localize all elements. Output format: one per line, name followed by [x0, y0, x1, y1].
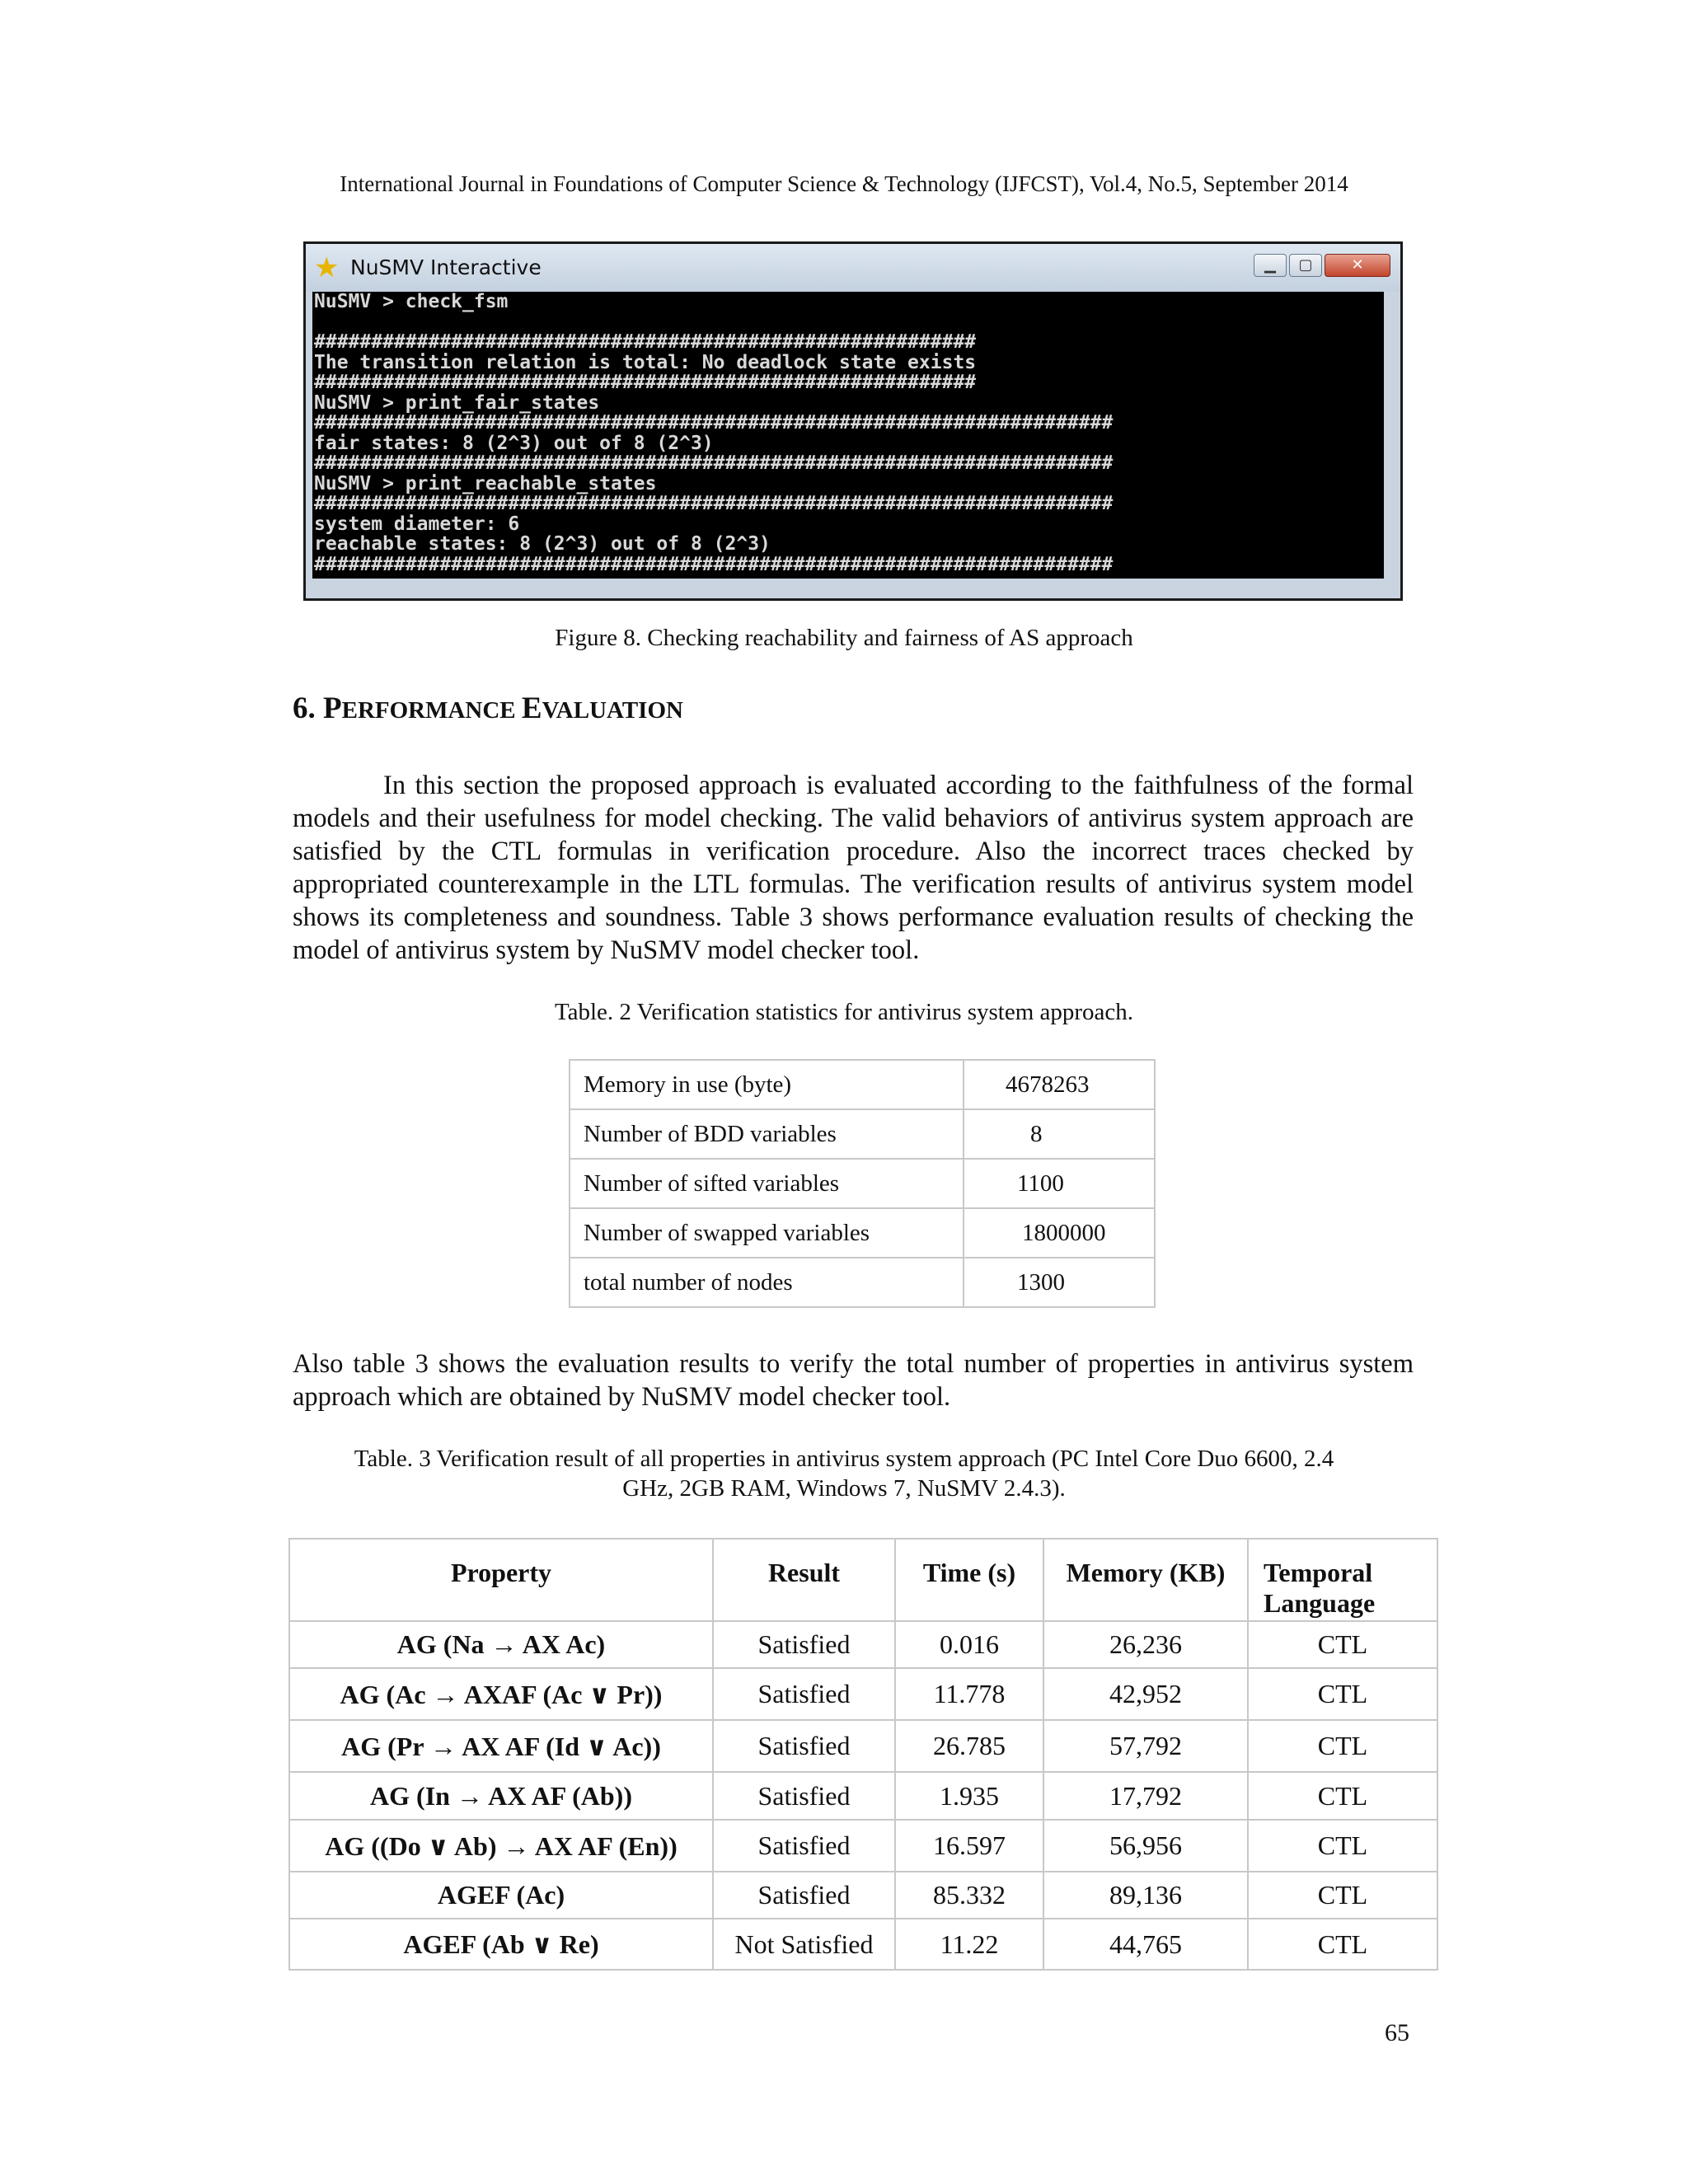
maximize-button[interactable]: ▢ — [1289, 254, 1322, 277]
cell-result: Satisfied — [713, 1621, 895, 1668]
table-row — [570, 1060, 1155, 1109]
console-line: ###################################################################### — [314, 553, 1114, 575]
cell-memory: 57,792 — [1043, 1720, 1248, 1772]
console-line: NuSMV > print_fair_states — [314, 391, 600, 414]
cell-result: Satisfied — [713, 1820, 895, 1872]
cell-result: Satisfied — [713, 1872, 895, 1919]
header-time: Time (s) — [895, 1539, 1043, 1621]
cell-property: AG (Pr → AX AF (Id ∨ Ac)) — [289, 1720, 713, 1772]
table-row — [289, 1720, 1437, 1772]
cell-time: 26.785 — [895, 1720, 1043, 1772]
console-line: NuSMV > print_reachable_states — [314, 472, 657, 494]
row-label: Number of swapped variables — [570, 1208, 964, 1258]
console-line: ########################################################## — [314, 331, 977, 353]
section-number: 6. — [293, 691, 316, 725]
table2-verification-stats — [569, 1059, 1156, 1308]
console-line: ###################################################################### — [314, 452, 1114, 474]
cell-result: Satisfied — [713, 1720, 895, 1772]
cell-property: AG ((Do ∨ Ab) → AX AF (En)) — [289, 1820, 713, 1872]
cell-language: CTL — [1248, 1720, 1437, 1772]
header-temporal-language: Temporal Language — [1248, 1539, 1437, 1621]
table-row — [570, 1258, 1155, 1307]
cell-language: CTL — [1248, 1872, 1437, 1919]
paragraph-intro — [293, 769, 1414, 967]
cell-memory: 42,952 — [1043, 1668, 1248, 1720]
window-titlebar[interactable] — [306, 244, 1400, 292]
app-star-icon: ★ — [314, 251, 340, 284]
cell-property: AGEF (Ac) — [289, 1872, 713, 1919]
table-row — [289, 1919, 1437, 1970]
console-line: The transition relation is total: No deadlock state exists — [314, 351, 977, 373]
table-row — [289, 1772, 1437, 1820]
section-title-rest: VALUATION — [542, 697, 683, 724]
table3-caption-line2: GHz, 2GB RAM, Windows 7, NuSMV 2.4.3). — [622, 1475, 1066, 1502]
header-memory: Memory (KB) — [1043, 1539, 1248, 1621]
cell-language: CTL — [1248, 1820, 1437, 1872]
table-row — [570, 1159, 1155, 1208]
row-label: Number of BDD variables — [570, 1109, 964, 1159]
figure-caption: Figure 8. Checking reachability and fairness of AS approach — [555, 625, 1133, 651]
cell-language: CTL — [1248, 1772, 1437, 1820]
table3-verification-results — [288, 1538, 1438, 1971]
window-title: NuSMV Interactive — [350, 255, 542, 279]
console-line — [312, 312, 1384, 333]
table-row — [289, 1872, 1437, 1919]
section-title-rest: ERFORMANCE — [341, 697, 522, 724]
cell-memory: 89,136 — [1043, 1872, 1248, 1919]
cell-time: 1.935 — [895, 1772, 1043, 1820]
minimize-button[interactable]: ▁ — [1254, 254, 1287, 277]
cell-result: Satisfied — [713, 1668, 895, 1720]
cell-result: Satisfied — [713, 1772, 895, 1820]
cell-memory: 56,956 — [1043, 1820, 1248, 1872]
page-number: 65 — [1385, 2019, 1409, 2046]
row-value: 1800000 — [964, 1208, 1155, 1258]
cell-result: Not Satisfied — [713, 1919, 895, 1970]
table-row — [289, 1820, 1437, 1872]
paragraph-table3-intro — [293, 1347, 1414, 1413]
table-row — [289, 1668, 1437, 1720]
console-line: ########################################################## — [314, 372, 977, 393]
row-value: 4678263 — [964, 1060, 1155, 1109]
header-result: Result — [713, 1539, 895, 1621]
table3-caption-line1: Table. 3 Verification result of all properties in antivirus system approach (PC Intel Core Duo 6600, 2.4 — [354, 1446, 1334, 1472]
console-line: ###################################################################### — [314, 493, 1114, 514]
console-line: fair states: 8 (2^3) out of 8 (2^3) — [314, 432, 714, 454]
cell-time: 16.597 — [895, 1820, 1043, 1872]
row-value: 1300 — [964, 1258, 1155, 1307]
table-row — [570, 1208, 1155, 1258]
cell-property: AG (Na → AX Ac) — [289, 1621, 713, 1668]
table2-caption: Table. 2 Verification statistics for antivirus system approach. — [554, 999, 1134, 1025]
console-line: reachable states: 8 (2^3) out of 8 (2^3) — [314, 533, 771, 555]
cell-time: 85.332 — [895, 1872, 1043, 1919]
cell-language: CTL — [1248, 1919, 1437, 1970]
row-label: Memory in use (byte) — [570, 1060, 964, 1109]
row-label: total number of nodes — [570, 1258, 964, 1307]
table-header-row — [289, 1539, 1437, 1621]
row-value: 1100 — [964, 1159, 1155, 1208]
cell-property: AG (Ac → AXAF (Ac ∨ Pr)) — [289, 1668, 713, 1720]
journal-header: International Journal in Foundations of Computer Science & Technology (IJFCST), Vol.4, No.5, September 2014 — [340, 171, 1348, 196]
paragraph-text: Also table 3 shows the evaluation results to verify the total number of properties in antivirus system approach which are obtained by NuSMV model checker tool. — [293, 1349, 1414, 1412]
cell-language: CTL — [1248, 1668, 1437, 1720]
close-button[interactable]: ✕ — [1325, 254, 1390, 277]
cell-property: AG (In → AX AF (Ab)) — [289, 1772, 713, 1820]
console-line: ###################################################################### — [314, 412, 1114, 434]
section-title-initial: E — [521, 691, 542, 725]
row-value: 8 — [964, 1109, 1155, 1159]
cell-time: 11.22 — [895, 1919, 1043, 1970]
console-output[interactable] — [312, 292, 1384, 579]
table-row — [289, 1621, 1437, 1668]
section-title-initial: P — [323, 691, 342, 725]
section-heading — [293, 691, 683, 726]
cell-language: CTL — [1248, 1621, 1437, 1668]
console-line: NuSMV > check_fsm — [314, 292, 509, 312]
paragraph-text: In this section the proposed approach is evaluated according to the faithfulness of the formal models and their usefulness for model checking. The valid behaviors of antivirus system approach are satisfied by the CTL formulas in verification procedure. Also the incorrect traces checked by appropriated counterexample in the LTL formulas. The verification results of antivirus system model shows its completeness and soundness. Table 3 shows performance evaluation results of checking the model of antivirus system by NuSMV model checker tool. — [293, 771, 1414, 965]
console-line: system diameter: 6 — [314, 513, 520, 535]
cell-memory: 17,792 — [1043, 1772, 1248, 1820]
cell-memory: 44,765 — [1043, 1919, 1248, 1970]
nusmv-window — [303, 241, 1403, 601]
cell-memory: 26,236 — [1043, 1621, 1248, 1668]
cell-time: 11.778 — [895, 1668, 1043, 1720]
header-property: Property — [289, 1539, 713, 1621]
table-row — [570, 1109, 1155, 1159]
cell-property: AGEF (Ab ∨ Re) — [289, 1919, 713, 1970]
row-label: Number of sifted variables — [570, 1159, 964, 1208]
cell-time: 0.016 — [895, 1621, 1043, 1668]
